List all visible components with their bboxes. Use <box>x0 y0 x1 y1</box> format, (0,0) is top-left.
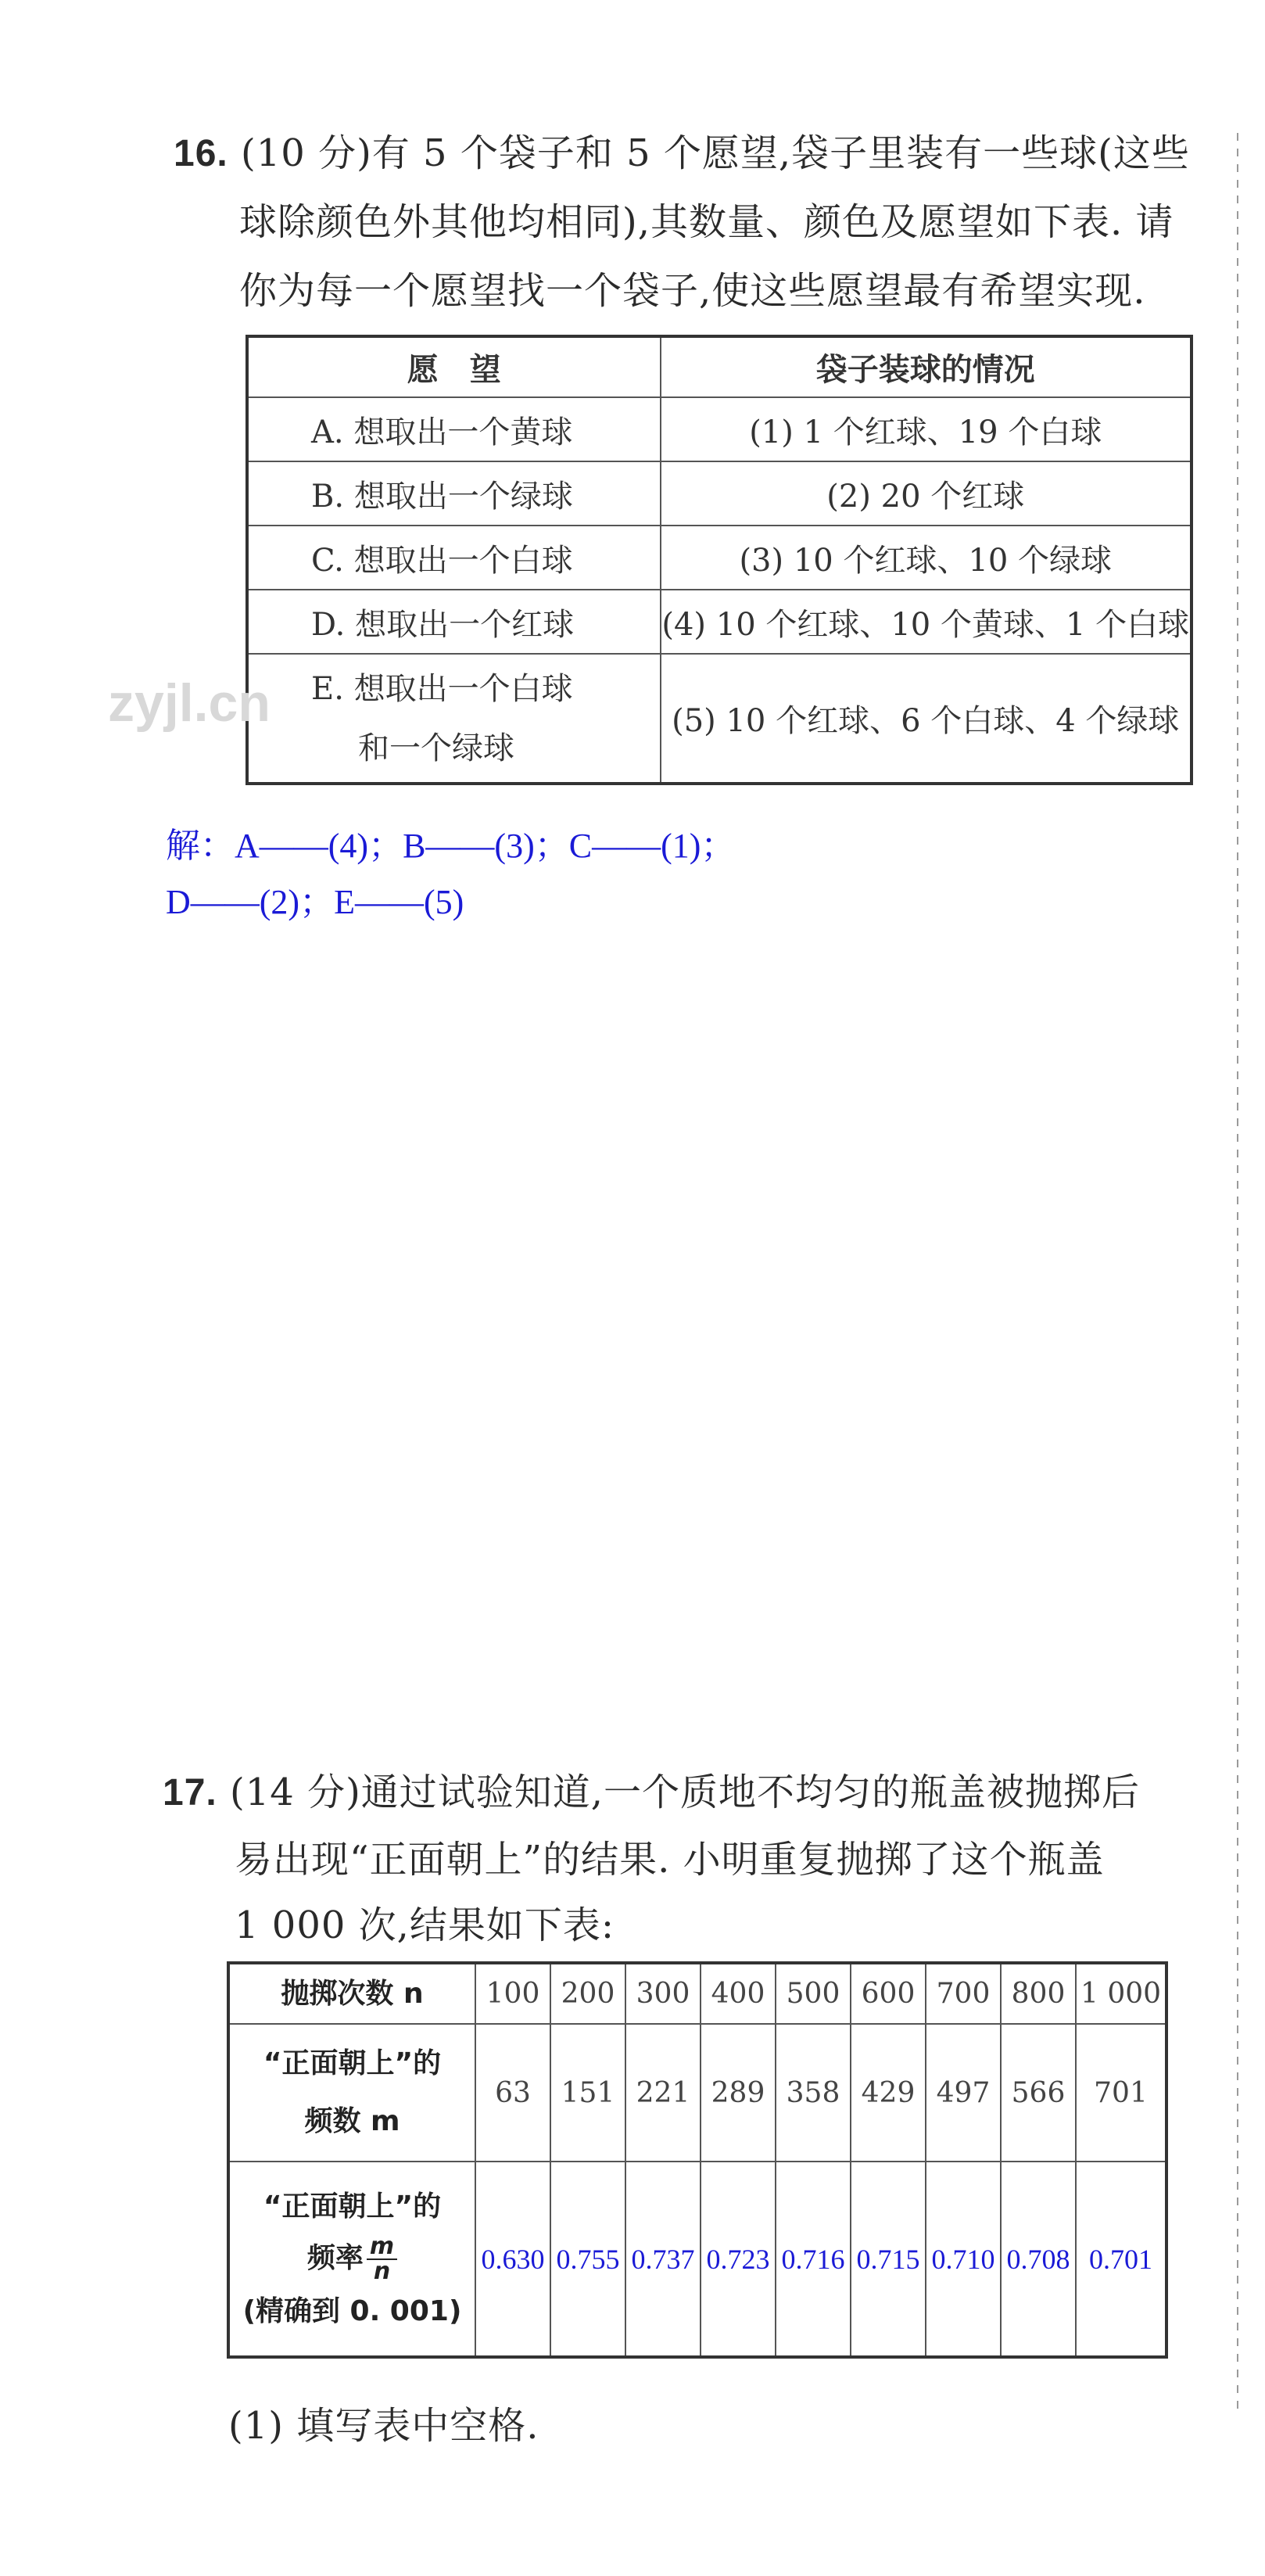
wish-cell: B. 想取出一个绿球 <box>247 461 661 526</box>
n-cell: 200 <box>550 1963 625 2024</box>
bag-cell: (4) 10 个红球、10 个黄球、1 个白球 <box>661 590 1192 654</box>
table-row-frequency-count <box>228 2024 1166 2162</box>
m-cell: 221 <box>625 2024 701 2162</box>
label-frequency-count: “正面朝上”的 频数 m <box>228 2024 475 2162</box>
m-cell: 151 <box>550 2024 625 2162</box>
m-cell: 429 <box>851 2024 926 2162</box>
wish-bag-table <box>245 335 1193 785</box>
q16-answer-line1: 解：A——(4)；B——(3)；C——(1)； <box>166 827 736 865</box>
q16-line2: 球除颜色外其他均相同),其数量、颜色及愿望如下表. 请 <box>239 200 1174 244</box>
rate-cell: 0.716 <box>776 2162 851 2357</box>
m-cell: 497 <box>926 2024 1001 2162</box>
q17-line2: 易出现“正面朝上”的结果. 小明重复抛掷了这个瓶盖 <box>235 1838 1105 1882</box>
bag-cell: (2) 20 个红球 <box>661 461 1192 526</box>
page-margin-dashed-line <box>1237 133 1238 2416</box>
m-over-n-fraction: $\frac{m}{n}$ <box>367 2235 397 2284</box>
q16-line3: 你为每一个愿望找一个袋子,使这些愿望最有希望实现. <box>239 269 1146 313</box>
m-cell: 358 <box>776 2024 851 2162</box>
m-cell: 63 <box>475 2024 550 2162</box>
m-cell: 566 <box>1001 2024 1076 2162</box>
watermark: zyjl.cn <box>108 673 271 733</box>
q17-sub1: (1) 填写表中空格. <box>228 2404 539 2448</box>
m-cell: 701 <box>1076 2024 1166 2162</box>
table-row-tosses <box>228 1963 1166 2024</box>
n-cell: 700 <box>926 1963 1001 2024</box>
rate-cell: 0.755 <box>550 2162 625 2357</box>
rate-cell: 0.701 <box>1076 2162 1166 2357</box>
m-cell: 289 <box>701 2024 776 2162</box>
rate-cell: 0.723 <box>701 2162 776 2357</box>
n-cell: 800 <box>1001 1963 1076 2024</box>
n-cell: 1 000 <box>1076 1963 1166 2024</box>
rate-cell: 0.715 <box>851 2162 926 2357</box>
table-row <box>247 654 1192 784</box>
table-row <box>247 526 1192 590</box>
n-cell: 300 <box>625 1963 701 2024</box>
wish-cell: A. 想取出一个黄球 <box>247 397 661 461</box>
q16-answer-line2: D——(2)；E——(5) <box>166 883 464 921</box>
header-bag: 袋子装球的情况 <box>661 336 1192 397</box>
n-cell: 500 <box>776 1963 851 2024</box>
header-wish: 愿 望 <box>247 336 661 397</box>
wish-cell: C. 想取出一个白球 <box>247 526 661 590</box>
q16-line1: 16. (10 分)有 5 个袋子和 5 个愿望,袋子里装有一些球(这些 <box>174 131 1190 175</box>
table-row <box>247 397 1192 461</box>
n-cell: 400 <box>701 1963 776 2024</box>
wish-cell: D. 想取出一个红球 <box>247 590 661 654</box>
label-frequency-rate: “正面朝上”的 频率 $\frac{m}{n}$ (精确到 0. 001) <box>228 2162 475 2357</box>
n-cell: 100 <box>475 1963 550 2024</box>
q16-number: 16. <box>174 133 228 174</box>
table-row <box>247 590 1192 654</box>
rate-cell: 0.708 <box>1001 2162 1076 2357</box>
bag-cell: (5) 10 个红球、6 个白球、4 个绿球 <box>661 654 1192 784</box>
q17-line1: 17. (14 分)通过试验知道,一个质地不均匀的瓶盖被抛掷后 <box>163 1771 1141 1814</box>
table-row-frequency-rate <box>228 2162 1166 2357</box>
q17-number: 17. <box>163 1772 217 1814</box>
rate-cell: 0.710 <box>926 2162 1001 2357</box>
table-header-row <box>247 336 1192 397</box>
n-cell: 600 <box>851 1963 926 2024</box>
wish-cell: E. 想取出一个白球 和一个绿球 <box>247 654 661 784</box>
rate-cell: 0.737 <box>625 2162 701 2357</box>
bag-cell: (1) 1 个红球、19 个白球 <box>661 397 1192 461</box>
bag-cell: (3) 10 个红球、10 个绿球 <box>661 526 1192 590</box>
toss-results-table <box>227 1961 1168 2359</box>
table-row <box>247 461 1192 526</box>
q17-line3: 1 000 次,结果如下表: <box>235 1903 615 1947</box>
label-tosses: 抛掷次数 n <box>228 1963 475 2024</box>
rate-cell: 0.630 <box>475 2162 550 2357</box>
